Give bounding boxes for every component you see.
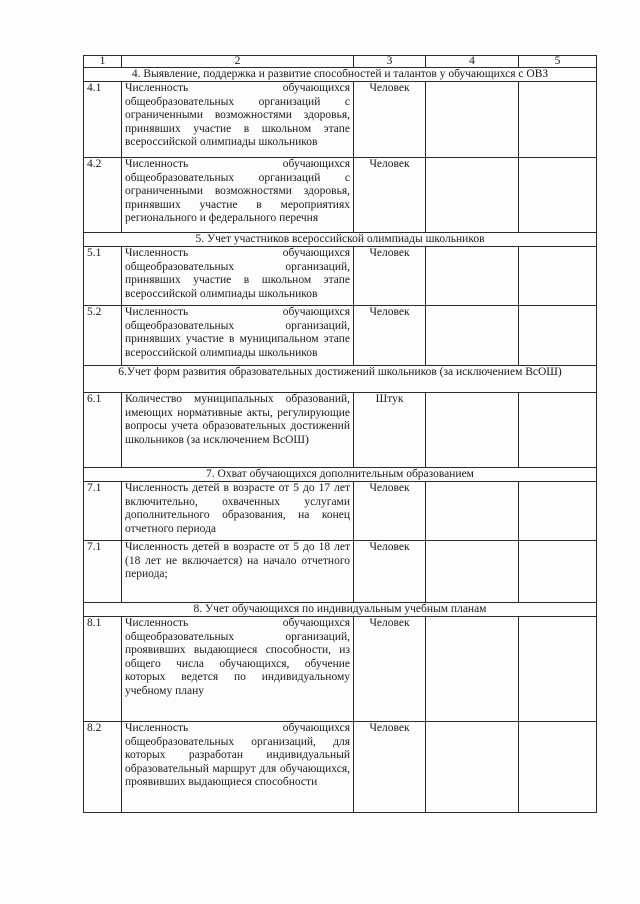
row-number: 8.2 <box>84 722 122 813</box>
row-value-5 <box>519 82 597 158</box>
row-value-4 <box>426 306 519 366</box>
row-number: 4.2 <box>84 158 122 233</box>
table-row <box>84 306 597 366</box>
table-row <box>84 247 597 306</box>
unit-label: Штук <box>375 393 404 405</box>
indicators-table <box>83 55 597 813</box>
row-description: Численность детей в возрасте от 5 до 18 лет (18 лет не включается) на начало отчетного периода; <box>122 541 354 603</box>
unit-label: Человек <box>369 722 410 734</box>
section-title: 8. Учет обучающихся по индивидуальным учебным планам <box>84 603 597 617</box>
row-description: Численность детей в возрасте от 5 до 17 лет включительно, охваченных услугами дополнительного образования, на конец отчетного периода <box>122 482 354 541</box>
row-value-5 <box>519 482 597 541</box>
row-value-5 <box>519 393 597 468</box>
unit-label: Человек <box>369 158 410 170</box>
row-unit <box>354 482 426 541</box>
unit-label: Человек <box>369 306 410 318</box>
unit-label: Человек <box>369 541 410 553</box>
row-unit <box>354 722 426 813</box>
row-unit <box>354 306 426 366</box>
row-number: 5.1 <box>84 247 122 306</box>
row-value-4 <box>426 82 519 158</box>
section-title: 7. Охват обучающихся дополнительным образованием <box>84 468 597 482</box>
row-description: Численность обучающихся общеобразовательных организаций, для которых разработан индивидуальный образовательный маршрут для обучающихся, проявивших выдающиеся способности <box>122 722 354 813</box>
row-value-5 <box>519 541 597 603</box>
table-row <box>84 82 597 158</box>
row-number: 8.1 <box>84 617 122 722</box>
section-row-6 <box>84 366 597 393</box>
row-value-4 <box>426 158 519 233</box>
header-cell-3: 3 <box>354 56 426 68</box>
section-title: 4. Выявление, поддержка и развитие способностей и талантов у обучающихся с ОВЗ <box>84 68 597 82</box>
section-row-4 <box>84 68 597 82</box>
header-cell-2: 2 <box>122 56 354 68</box>
table-row <box>84 617 597 722</box>
row-number: 7.1 <box>84 541 122 603</box>
row-unit <box>354 247 426 306</box>
row-value-5 <box>519 306 597 366</box>
row-number: 4.1 <box>84 82 122 158</box>
table-row <box>84 541 597 603</box>
section-title: 5. Учет участников всероссийской олимпиады школьников <box>84 233 597 247</box>
row-value-5 <box>519 617 597 722</box>
row-description: Численность обучающихся общеобразовательных организаций, принявших участие в муниципальном этапе всероссийской олимпиады школьников <box>122 306 354 366</box>
row-unit <box>354 541 426 603</box>
section-row-8 <box>84 603 597 617</box>
row-description: Численность обучающихся общеобразовательных организаций, проявивших выдающиеся способности, из общего числа обучающихся, обучение которых ведется по индивидуальному учебному плану <box>122 617 354 722</box>
row-number: 6.1 <box>84 393 122 468</box>
unit-label: Человек <box>369 617 410 629</box>
row-number: 7.1 <box>84 482 122 541</box>
header-cell-1: 1 <box>84 56 122 68</box>
row-value-5 <box>519 722 597 813</box>
row-unit <box>354 617 426 722</box>
section-row-5 <box>84 233 597 247</box>
unit-label: Человек <box>369 247 410 259</box>
row-value-4 <box>426 482 519 541</box>
row-value-5 <box>519 158 597 233</box>
header-cell-4: 4 <box>426 56 519 68</box>
row-value-4 <box>426 722 519 813</box>
row-value-4 <box>426 617 519 722</box>
row-value-4 <box>426 247 519 306</box>
table-row <box>84 158 597 233</box>
table-row <box>84 393 597 468</box>
row-value-4 <box>426 393 519 468</box>
row-description: Численность обучающихся общеобразовательных организаций с ограниченными возможностями здоровья, принявших участие в школьном этапе всероссийской олимпиады школьников <box>122 82 354 158</box>
row-unit <box>354 82 426 158</box>
row-value-5 <box>519 247 597 306</box>
table-row <box>84 722 597 813</box>
row-description: Численность обучающихся общеобразовательных организаций с ограниченными возможностями здоровья, принявших участие в мероприятиях регионального и федерального перечня <box>122 158 354 233</box>
row-description: Количество муниципальных образований, имеющих нормативные акты, регулирующие вопросы учета образовательных достижений школьников (за исключением ВсОШ) <box>122 393 354 468</box>
table-header-row <box>84 56 597 68</box>
unit-label: Человек <box>369 82 410 94</box>
row-value-4 <box>426 541 519 603</box>
header-cell-5: 5 <box>519 56 597 68</box>
row-unit <box>354 393 426 468</box>
section-title: 6.Учет форм развития образовательных достижений школьников (за исключением ВсОШ) <box>84 366 597 393</box>
row-description: Численность обучающихся общеобразовательных организаций, принявших участие в школьном этапе всероссийской олимпиады школьников <box>122 247 354 306</box>
unit-label: Человек <box>369 482 410 494</box>
row-number: 5.2 <box>84 306 122 366</box>
section-row-7 <box>84 468 597 482</box>
table-row <box>84 482 597 541</box>
row-unit <box>354 158 426 233</box>
